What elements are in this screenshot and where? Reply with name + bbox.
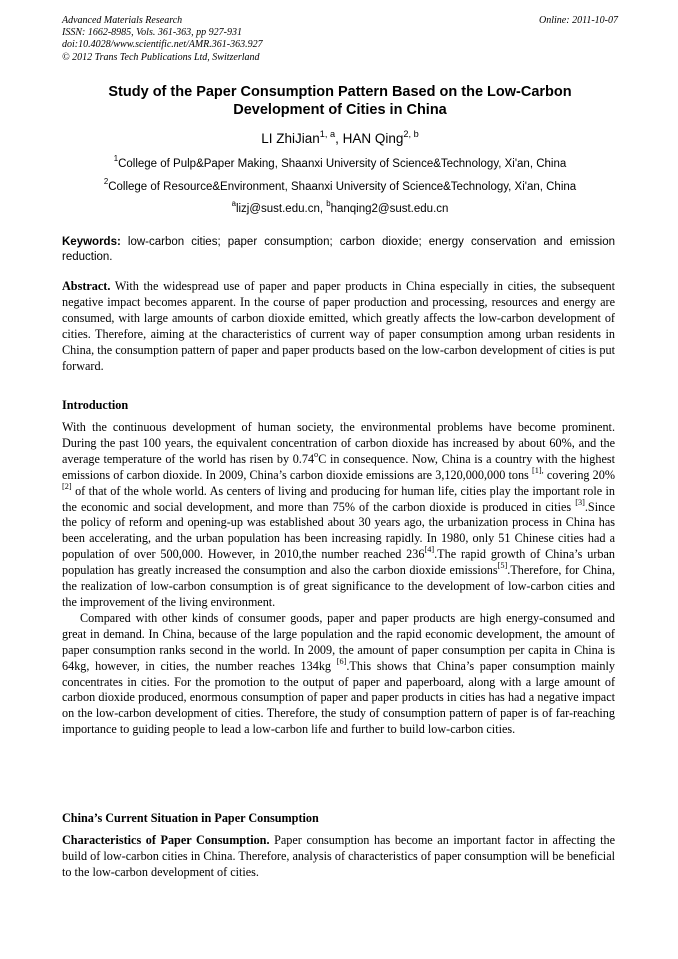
p1-text-4: of that of the whole world. As centers of living and producing for human life, cities play the important role in the economic and social development, and more than 75% of the carbon dioxide is produced in cities xyxy=(62,483,615,514)
affiliation-1 xyxy=(62,154,618,172)
citation-1[interactable]: [1], xyxy=(531,465,544,475)
p2-text-1: Compared with other kinds of consumer goods, paper and paper products are high energy-consumed and great in demand. In China, because of the large population and the rapid economic development, the amount of paper consumption ranks second in the world. In 2009, the amount of paper consumption per capita in China is 64kg, however, in cities, the number reaches 134kg xyxy=(62,610,615,673)
abstract-block xyxy=(62,279,615,374)
paper-title xyxy=(62,83,618,119)
keywords-text: low-carbon cities; paper consumption; carbon dioxide; energy conservation and emission reduction. xyxy=(62,236,615,263)
p1-text-1: With the continuous development of human society, the environmental problems have become prominent. During the past 100 years, the equivalent concentration of carbon dioxide has increased by about 60%, and the average temperature of the world has risen by 0.74 xyxy=(62,420,615,466)
affiliation-2-text: College of Resource&Environment, Shaanxi University of Science&Technology, Xi'an, China xyxy=(108,181,577,193)
p1-text-2: C in consequence. Now, China is a country with the highest emissions of carbon dioxide. In 2009, China’s carbon dioxide emissions are 3,120,000,000 tons xyxy=(62,451,615,482)
p1-text-3: covering 20% xyxy=(543,467,616,482)
journal-header xyxy=(62,15,618,64)
affiliation-1-text: College of Pulp&Paper Making, Shaanxi University of Science&Technology, Xi'an, China xyxy=(118,158,567,170)
citation-2[interactable]: [2] xyxy=(62,481,72,491)
author-1-affil: 1, a xyxy=(319,128,336,139)
p2-text-2: .This shows that China’s paper consumption mainly concentrates in cities. For the promotion to the output of paper and paperboard, along with a large amount of carbon dioxide produced, enormous consumption of paper and paper products in cities has had a negative impact on the low-carbon development of cities. Therefore, the study of consumption pattern of paper is of far-reaching importance to guiding people to lead a low-carbon life and further to build low-carbon cities. xyxy=(62,658,615,737)
intro-paragraph-2 xyxy=(62,611,615,738)
degree-mark: o xyxy=(314,449,319,459)
email-1[interactable]: lizj@sust.edu.cn, xyxy=(235,203,327,215)
section-2-body xyxy=(62,833,615,881)
p1-text-5: .Since the policy of reform and opening-up was established about 30 years ago, the urbanization process in China has been accelerating, and the urban population has been increasing rapidly. In 1980, only 51 Chinese cities had a population of over 500,000. However, in 2010,the number reached 236 xyxy=(62,499,615,562)
introduction-body xyxy=(62,420,615,738)
p1-text-7: .Therefore, for China, the realization of low-carbon consumption is of great significance to the development of low-carbon cities and the improvement of the living environment. xyxy=(62,563,616,609)
abstract-label: Abstract. xyxy=(62,279,111,293)
author-1: LI ZhiJian xyxy=(261,131,320,146)
journal-name: Advanced Materials Research xyxy=(62,15,183,26)
subsection-text: Paper consumption has become an important factor in affecting the build of low-carbon cities in China. Therefore, analysis of characteristics of paper consumption will be beneficial to the low-carbon development of cities. xyxy=(62,833,615,879)
affiliation-2 xyxy=(62,177,618,195)
abstract-text: With the widespread use of paper and paper products in China especially in cities, the subsequent negative impact becomes apparent. In the course of paper production and processing, resources and energy are consumed, with large amounts of carbon dioxide emitted, which greatly affects the low-carbon development of cities. Therefore, aiming at the characteristics of current way of paper consumption among urban residents in China, the consumption pattern of paper and paper products based on the low-carbon development of cities is put forward. xyxy=(62,279,615,373)
email-a-mark: a xyxy=(231,199,236,209)
email-2[interactable]: hanqing2@sust.edu.cn xyxy=(330,203,449,215)
copyright-line: © 2012 Trans Tech Publications Ltd, Switzerland xyxy=(62,51,260,63)
section-2-heading: China’s Current Situation in Paper Consumption xyxy=(62,811,319,825)
author-emails xyxy=(62,199,618,217)
title-line-1: Study of the Paper Consumption Pattern Based on the Low-Carbon xyxy=(108,84,572,100)
citation-3[interactable]: [3] xyxy=(575,497,585,507)
citation-6[interactable]: [6] xyxy=(336,656,347,666)
author-2-affil: 2, b xyxy=(403,128,419,139)
doi-line: doi:10.4028/www.scientific.net/AMR.361-363.927 xyxy=(62,39,263,51)
issn-line: ISSN: 1662-8985, Vols. 361-363, pp 927-931 xyxy=(62,27,242,39)
keywords-block xyxy=(62,235,615,265)
email-b-mark: b xyxy=(326,199,331,209)
subsection-label: Characteristics of Paper Consumption. xyxy=(62,833,270,847)
author-separator: , xyxy=(335,131,343,146)
intro-paragraph-1 xyxy=(62,420,615,611)
affiliation-1-number: 1 xyxy=(113,154,119,164)
title-line-2: Development of Cities in China xyxy=(233,102,447,118)
citation-5[interactable]: [5] xyxy=(497,561,508,571)
citation-4[interactable]: [4] xyxy=(424,545,435,555)
online-date: Online: 2011-10-07 xyxy=(539,15,618,26)
p1-text-6: .The rapid growth of China’s urban population has greatly increased the consumption and also the carbon dioxide emissions xyxy=(62,547,615,578)
introduction-heading: Introduction xyxy=(62,398,129,412)
author-list xyxy=(62,130,618,148)
author-2: HAN Qing xyxy=(342,131,404,146)
affiliation-2-number: 2 xyxy=(103,177,109,187)
keywords-label: Keywords: xyxy=(62,236,121,248)
